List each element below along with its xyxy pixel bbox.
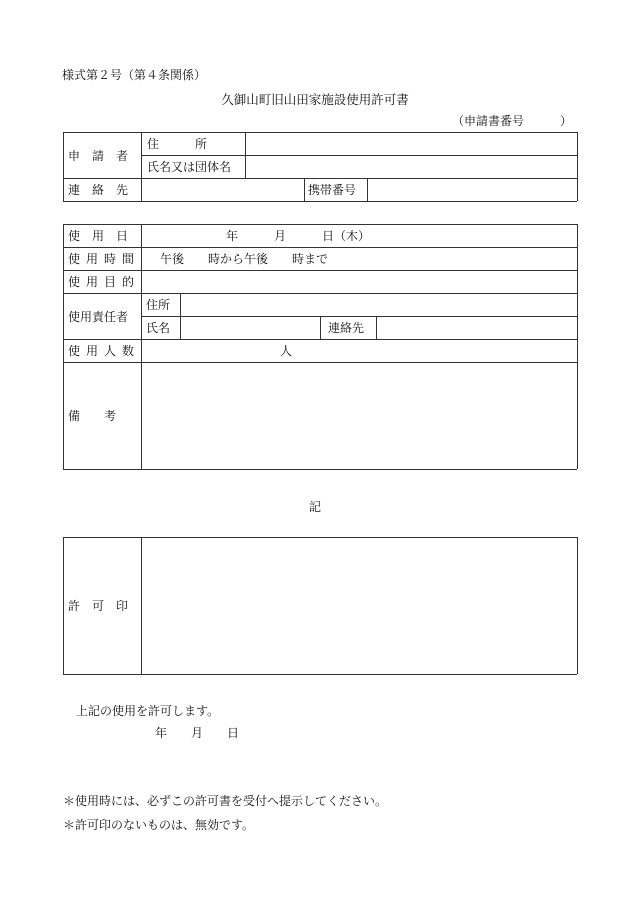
mobile-label: 携帯番号 — [308, 183, 357, 197]
use-date-value[interactable]: 年 月 日（木） — [226, 229, 371, 243]
manager-address-field[interactable] — [181, 294, 576, 315]
note-item: ＊許可印のないものは、無効です。 — [63, 818, 255, 832]
contact-field[interactable] — [142, 179, 303, 200]
form-number: 様式第２号（第４条関係） — [62, 68, 207, 82]
manager-label: 使用責任者 — [68, 309, 129, 324]
purpose-label: 使 用 目 的 — [68, 275, 134, 289]
use-time-label: 使 用 時 間 — [68, 252, 134, 266]
document-title: 久御山町旧山田家施設使用許可書 — [221, 92, 409, 107]
applicant-label: 申 請 者 — [68, 148, 129, 163]
use-date-label: 使 用 日 — [68, 229, 129, 243]
permit-stamp-label: 許 可 印 — [68, 599, 129, 613]
manager-contact-field[interactable] — [377, 317, 576, 338]
remarks-field[interactable] — [142, 363, 576, 468]
address-label: 住 所 — [147, 137, 208, 151]
name-label: 氏名又は団体名 — [147, 160, 232, 174]
permit-stamp-area[interactable] — [142, 538, 576, 673]
purpose-field[interactable] — [142, 271, 576, 292]
mobile-field[interactable] — [368, 179, 576, 200]
ki-heading: 記 — [308, 500, 321, 514]
manager-contact-label: 連絡先 — [328, 321, 365, 335]
manager-name-label: 氏名 — [146, 321, 171, 335]
manager-name-field[interactable] — [181, 317, 319, 338]
count-field[interactable] — [142, 340, 272, 361]
address-field[interactable] — [246, 133, 576, 154]
name-field[interactable] — [246, 156, 576, 177]
permit-date-line: 年 月 日 — [155, 726, 240, 740]
permit-statement: 上記の使用を許可します。 — [76, 704, 220, 718]
count-unit: 人 — [280, 344, 293, 358]
application-number: （申請書番号 ） — [452, 114, 573, 128]
note-item: ＊使用時には、必ずこの許可書を受付へ提示してください。 — [63, 794, 388, 808]
manager-address-label: 住所 — [146, 298, 171, 312]
contact-label: 連 絡 先 — [68, 183, 129, 197]
remarks-label: 備 考 — [68, 409, 117, 423]
count-label: 使 用 人 数 — [68, 344, 134, 358]
use-time-value[interactable]: 午後 時から午後 時まで — [160, 252, 329, 266]
